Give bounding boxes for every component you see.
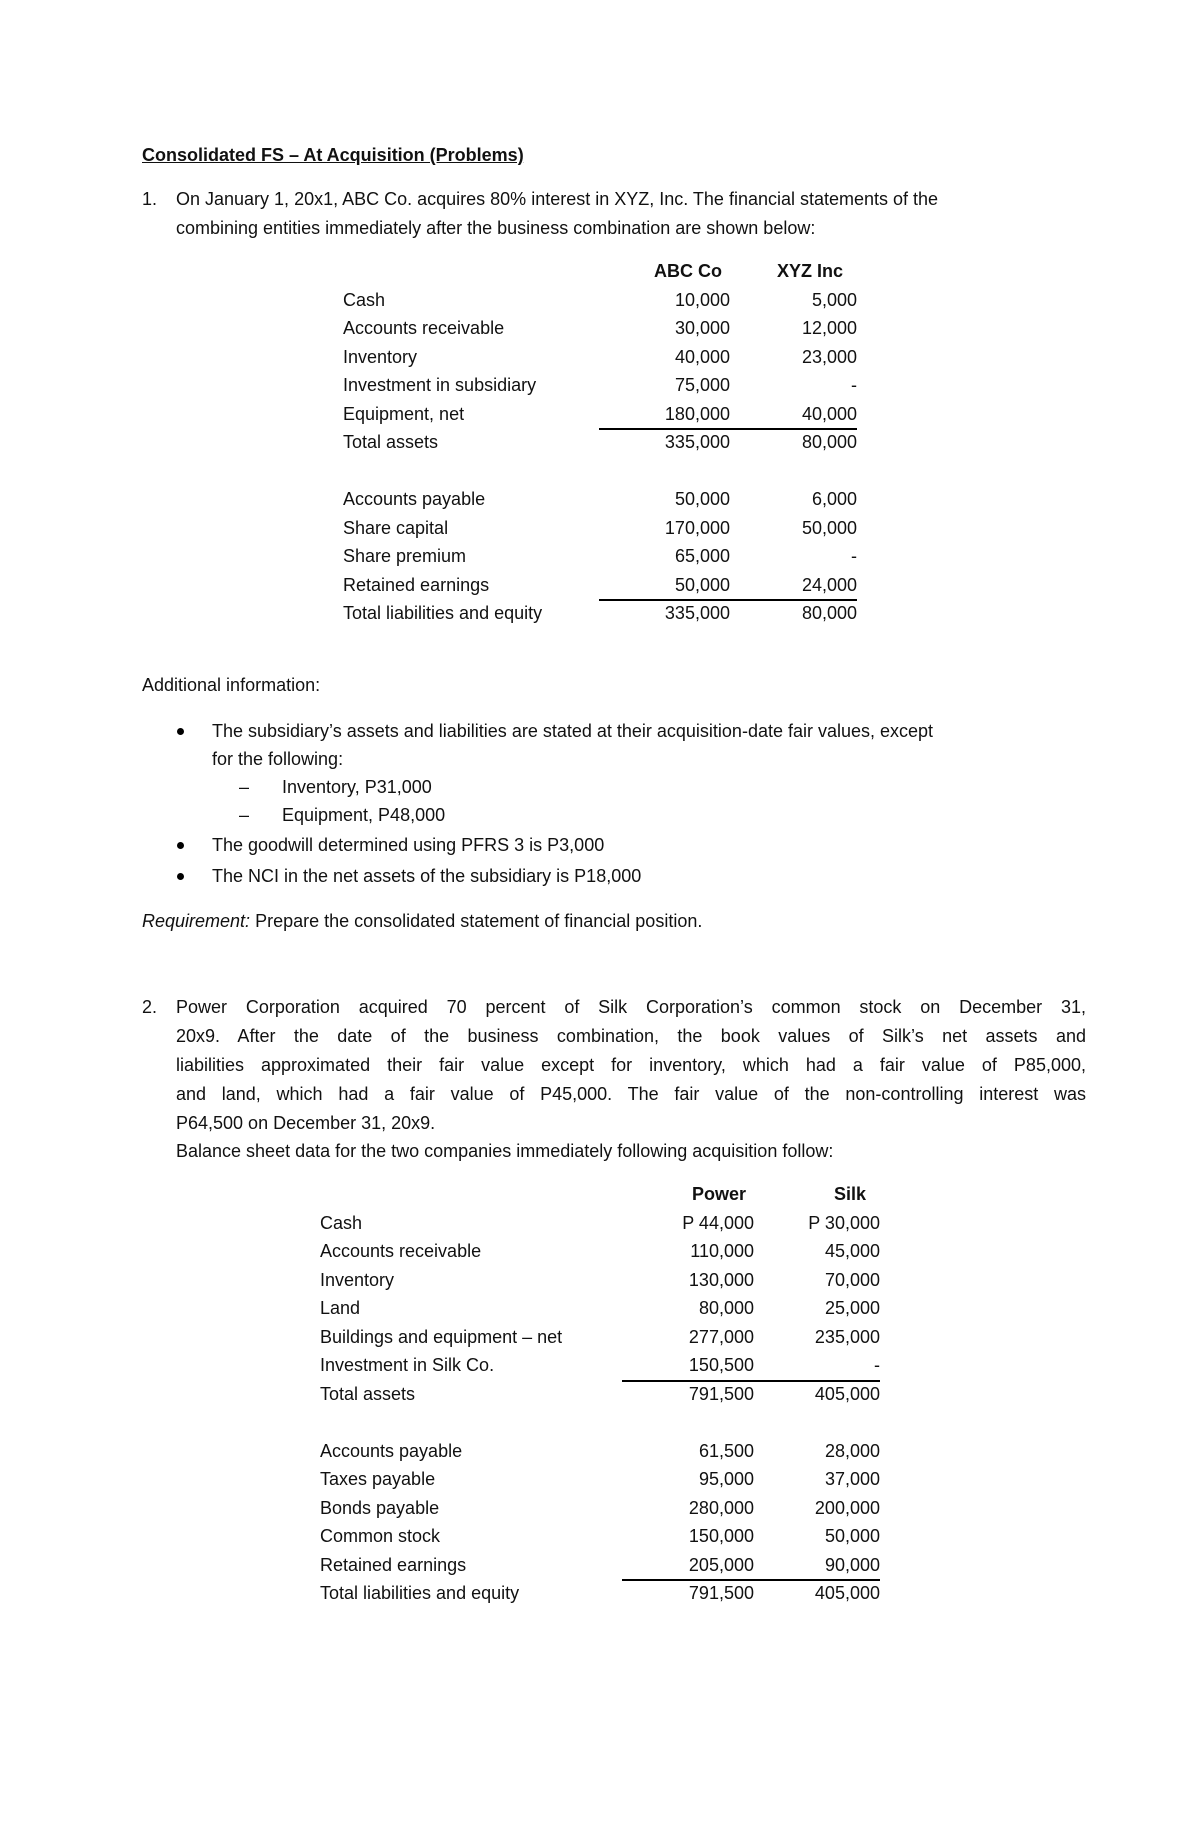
table-row xyxy=(320,1522,880,1550)
value-col1: 110,000 xyxy=(690,1241,754,1261)
row-label: Buildings and equipment – net xyxy=(320,1326,563,1347)
table-row xyxy=(343,343,857,371)
problem1-line: On January 1, 20x1, ABC Co. acquires 80% interest in XYZ, Inc. The financial statements of the xyxy=(176,189,939,209)
value-col2: 90,000 xyxy=(824,1554,880,1575)
total-row xyxy=(320,1380,880,1408)
table-row xyxy=(320,1551,880,1579)
bullet-icon xyxy=(177,728,184,735)
value-col2: 12,000 xyxy=(801,318,857,338)
document-title: Consolidated FS – At Acquisition (Problems) xyxy=(142,145,524,165)
value-col2: 23,000 xyxy=(801,346,857,367)
value-col1: 280,000 xyxy=(688,1497,754,1518)
table-row xyxy=(343,571,857,599)
value-col1: 61,500 xyxy=(698,1440,754,1461)
row-label: Land xyxy=(320,1298,361,1318)
value-col1: 180,000 xyxy=(664,403,730,424)
row-label: Total liabilities and equity xyxy=(320,1583,520,1603)
table-row xyxy=(320,1351,880,1379)
table-row xyxy=(343,371,857,399)
value-col1: 150,500 xyxy=(688,1355,754,1375)
value-col1: 40,000 xyxy=(674,346,730,367)
problem1-number: 1. xyxy=(142,189,158,209)
table-row xyxy=(343,286,857,314)
row-label: Inventory xyxy=(343,346,418,367)
value-col1: 80,000 xyxy=(698,1298,754,1318)
table-row xyxy=(320,1209,880,1237)
header-col2: XYZ Inc xyxy=(776,261,843,281)
total-row xyxy=(343,428,857,456)
value-col2: 5,000 xyxy=(811,289,857,310)
table-row xyxy=(320,1437,880,1465)
row-label: Inventory xyxy=(320,1269,395,1290)
table-row xyxy=(320,1266,880,1294)
row-label: Cash xyxy=(320,1212,363,1233)
row-label: Taxes payable xyxy=(320,1469,436,1489)
value-col2: 70,000 xyxy=(824,1269,880,1290)
row-label: Cash xyxy=(343,289,386,310)
row-label: Total assets xyxy=(343,432,439,452)
problem2-line: Power Corporation acquired 70 percent of Silk Corporation’s common stock on December 31, xyxy=(176,997,1086,1017)
value-col1: 791,500 xyxy=(688,1383,754,1404)
value-col1: 95,000 xyxy=(698,1469,754,1489)
table-row xyxy=(320,1237,880,1265)
value-col2: 28,000 xyxy=(824,1440,880,1461)
row-label: Accounts payable xyxy=(320,1440,463,1461)
additional-info-label: Additional information: xyxy=(142,675,321,695)
row-label: Retained earnings xyxy=(320,1554,467,1575)
sub-item: Inventory, P31,000 xyxy=(282,777,432,797)
requirement xyxy=(142,907,702,935)
dash-icon: – xyxy=(239,805,250,825)
bullet-icon xyxy=(177,842,184,849)
value-col2: 37,000 xyxy=(824,1469,880,1489)
bullet1-line: for the following: xyxy=(212,749,344,769)
value-col1: 10,000 xyxy=(674,289,730,310)
row-label: Investment in Silk Co. xyxy=(320,1355,495,1375)
total-row xyxy=(343,599,857,627)
problem2-line: Balance sheet data for the two companies immediately following acquisition follow: xyxy=(176,1141,834,1161)
value-col2: 6,000 xyxy=(811,489,857,509)
row-label: Accounts receivable xyxy=(343,318,505,338)
value-col2: 45,000 xyxy=(824,1241,880,1261)
row-label: Share capital xyxy=(343,517,449,538)
row-label: Retained earnings xyxy=(343,574,490,595)
value-col2: - xyxy=(874,1355,880,1375)
header-col2: Silk xyxy=(833,1184,866,1204)
value-col1: 50,000 xyxy=(674,489,730,509)
value-col1: 50,000 xyxy=(674,574,730,595)
row-label: Total assets xyxy=(320,1383,416,1404)
value-col1: 150,000 xyxy=(688,1526,754,1546)
value-col2: 25,000 xyxy=(824,1298,880,1318)
value-col2: 24,000 xyxy=(801,574,857,595)
row-label: Bonds payable xyxy=(320,1497,440,1518)
value-col1: 65,000 xyxy=(674,546,730,566)
problem2-line: liabilities approximated their fair value except for inventory, which had a fair value of P85,000, xyxy=(176,1055,1086,1075)
value-col1: 130,000 xyxy=(688,1269,754,1290)
requirement-label: Requirement: xyxy=(142,911,251,931)
value-col1: 335,000 xyxy=(664,432,730,452)
value-col2: 405,000 xyxy=(814,1583,880,1603)
total-row xyxy=(320,1579,880,1607)
bullet-icon xyxy=(177,873,184,880)
problem2-line: P64,500 on December 31, 20x9. xyxy=(176,1113,436,1133)
dash-icon: – xyxy=(239,777,250,797)
row-label: Accounts receivable xyxy=(320,1241,482,1261)
value-col2: 80,000 xyxy=(801,603,857,623)
problem2-line: and land, which had a fair value of P45,000. The fair value of the non-controlling interest was xyxy=(176,1084,1086,1104)
table-header xyxy=(320,1180,880,1208)
bullet3: The NCI in the net assets of the subsidiary is P18,000 xyxy=(212,866,642,886)
value-col2: 80,000 xyxy=(801,432,857,452)
table-header xyxy=(343,257,857,285)
value-col1: 30,000 xyxy=(674,318,730,338)
problem1-line: combining entities immediately after the business combination are shown below: xyxy=(176,218,816,238)
table-row xyxy=(343,514,857,542)
bullet1-line: The subsidiary’s assets and liabilities are stated at their acquisition-date fair values, except xyxy=(212,721,934,741)
problem2-line: 20x9. After the date of the business combination, the book values of Silk’s net assets and xyxy=(176,1026,1086,1046)
header-col1: ABC Co xyxy=(654,261,722,281)
value-col2: - xyxy=(851,375,857,395)
row-label: Total liabilities and equity xyxy=(343,603,543,623)
value-col1: 170,000 xyxy=(664,517,730,538)
value-col1: P 44,000 xyxy=(682,1212,754,1233)
table-row xyxy=(320,1465,880,1493)
table-row xyxy=(320,1294,880,1322)
value-col2: 200,000 xyxy=(814,1497,880,1518)
value-col2: 235,000 xyxy=(814,1326,880,1347)
value-col1: 791,500 xyxy=(688,1583,754,1603)
bullet2: The goodwill determined using PFRS 3 is P3,000 xyxy=(212,835,605,855)
value-col2: 40,000 xyxy=(801,403,857,424)
requirement-text: Prepare the consolidated statement of financial position. xyxy=(250,911,703,931)
table-row xyxy=(320,1494,880,1522)
value-col1: 335,000 xyxy=(664,603,730,623)
value-col2: 50,000 xyxy=(824,1526,880,1546)
value-col2: P 30,000 xyxy=(808,1212,880,1233)
row-label: Accounts payable xyxy=(343,489,486,509)
table-row xyxy=(343,400,857,428)
table-row xyxy=(343,485,857,513)
value-col1: 205,000 xyxy=(688,1554,754,1575)
table-row xyxy=(343,542,857,570)
value-col2: 50,000 xyxy=(801,517,857,538)
sub-item: Equipment, P48,000 xyxy=(282,805,446,825)
value-col1: 277,000 xyxy=(688,1326,754,1347)
row-label: Investment in subsidiary xyxy=(343,375,537,395)
value-col2: - xyxy=(851,546,857,566)
table-row xyxy=(343,314,857,342)
value-col1: 75,000 xyxy=(674,375,730,395)
value-col2: 405,000 xyxy=(814,1383,880,1404)
row-label: Equipment, net xyxy=(343,403,465,424)
table-row xyxy=(320,1323,880,1351)
row-label: Common stock xyxy=(320,1526,441,1546)
problem2-number: 2. xyxy=(142,997,158,1017)
header-col1: Power xyxy=(691,1184,746,1204)
row-label: Share premium xyxy=(343,546,467,566)
